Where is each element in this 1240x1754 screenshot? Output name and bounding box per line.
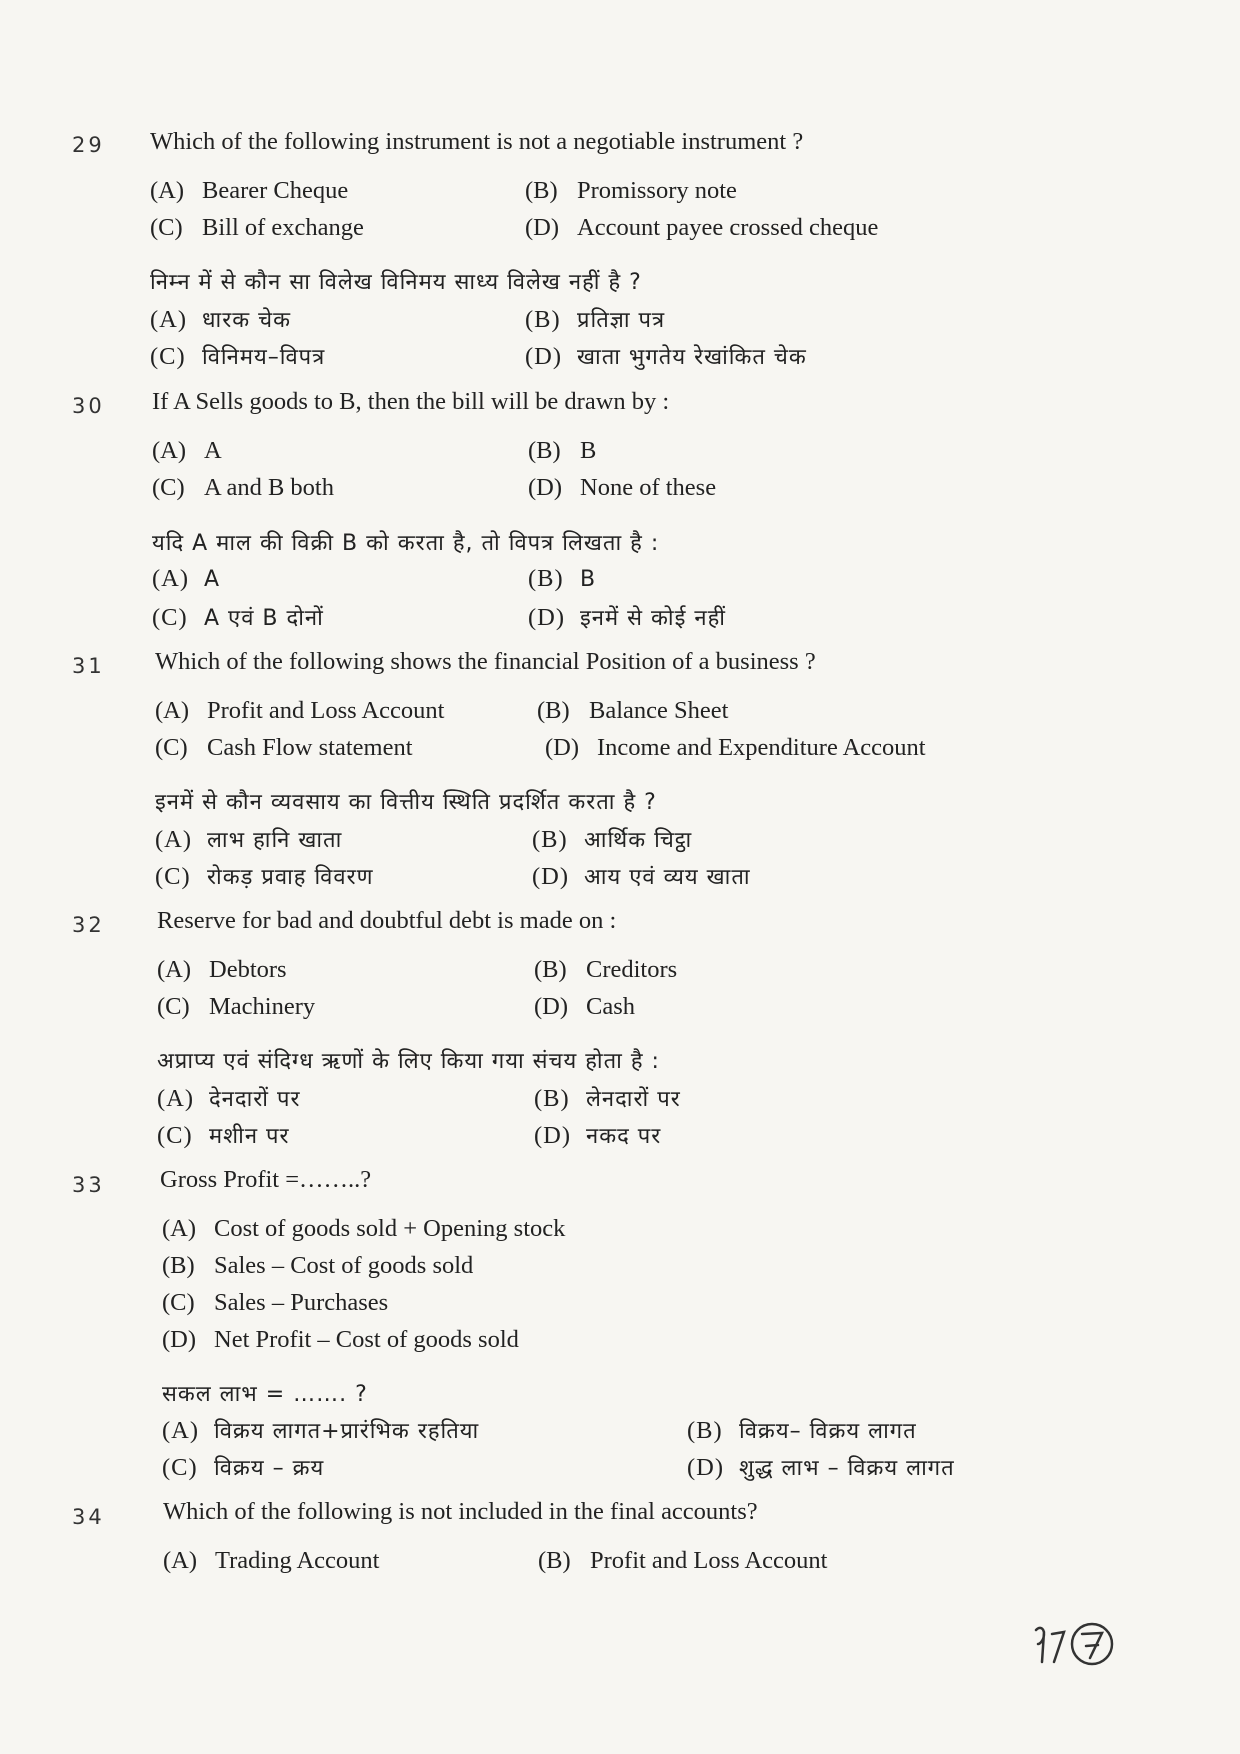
- option-text: Creditors: [586, 956, 678, 983]
- option-label: (A): [152, 437, 187, 464]
- option-text: लेनदारों पर: [586, 1087, 681, 1112]
- option-c-hi: [152, 602, 324, 632]
- option-label: (B): [687, 1417, 723, 1444]
- option-text: आर्थिक चिट्ठा: [584, 828, 693, 853]
- option-text: इनमें से कोई नहीं: [580, 606, 727, 631]
- option-label: (A): [155, 697, 190, 724]
- option-b-en: [162, 1252, 473, 1280]
- option-text: None of these: [580, 474, 717, 501]
- option-label: (D): [534, 993, 569, 1020]
- question-text-hi: निम्न में से कौन सा विलेख विनिमय साध्य विलेख नहीं है ?: [150, 270, 642, 295]
- question-text-hi: सकल लाभ = ……. ?: [162, 1382, 368, 1407]
- option-text: आय एवं व्यय खाता: [584, 865, 751, 890]
- option-a-en: [150, 177, 348, 205]
- option-c-en: [162, 1289, 388, 1317]
- option-c-hi: [155, 861, 374, 891]
- option-c-hi: [162, 1452, 324, 1482]
- option-text: Bearer Cheque: [202, 177, 349, 204]
- option-text: नकद पर: [586, 1124, 662, 1149]
- question-number: 33: [72, 1173, 105, 1197]
- option-text: B: [580, 437, 597, 464]
- question-text-en: Which of the following instrument is not a negotiable instrument ?: [150, 128, 804, 155]
- option-text: A: [204, 437, 222, 464]
- option-text: Cost of goods sold + Opening stock: [214, 1215, 566, 1242]
- question-text-en: Which of the following is not included in the final accounts?: [163, 1498, 758, 1525]
- option-label: (B): [537, 697, 570, 724]
- option-text: प्रतिज्ञा पत्र: [577, 308, 666, 333]
- option-c-hi: [157, 1120, 290, 1150]
- option-d-hi: [532, 861, 751, 891]
- option-d-en: [545, 734, 926, 762]
- option-label: (D): [532, 863, 570, 890]
- option-text: विक्रय– विक्रय लागत: [739, 1419, 917, 1444]
- option-d-hi: [525, 341, 807, 371]
- option-text: धारक चेक: [202, 308, 291, 333]
- option-text: Sales – Purchases: [214, 1289, 389, 1316]
- option-a-hi: [155, 824, 342, 854]
- option-a-en: [152, 437, 222, 465]
- option-label: (B): [162, 1252, 195, 1279]
- option-text: A and B both: [204, 474, 334, 501]
- option-text: A: [204, 567, 221, 592]
- option-text: Debtors: [209, 956, 287, 983]
- option-d-en: [528, 474, 716, 502]
- handwritten-page-mark: [1028, 1618, 1128, 1670]
- option-a-en: [157, 956, 287, 984]
- option-c-hi: [150, 341, 325, 371]
- option-label: (D): [687, 1454, 725, 1481]
- option-d-hi: [687, 1452, 955, 1482]
- option-label: (C): [162, 1454, 198, 1481]
- option-label: (A): [157, 1085, 195, 1112]
- option-text: A एवं B दोनों: [204, 606, 324, 631]
- option-label: (C): [150, 214, 183, 241]
- option-c-en: [150, 214, 364, 242]
- option-b-hi: [532, 824, 692, 854]
- option-text: Profit and Loss Account: [590, 1547, 828, 1574]
- option-label: (B): [528, 437, 561, 464]
- option-label: (B): [534, 1085, 570, 1112]
- option-a-en: [155, 697, 445, 725]
- option-d-en: [162, 1326, 519, 1354]
- option-text: Promissory note: [577, 177, 737, 204]
- option-label: (B): [532, 826, 568, 853]
- option-c-en: [155, 734, 413, 762]
- option-a-hi: [152, 565, 220, 593]
- option-label: (D): [525, 343, 563, 370]
- option-text: Cash Flow statement: [207, 734, 413, 761]
- option-label: (A): [157, 956, 192, 983]
- option-label: (C): [155, 863, 191, 890]
- option-text: विक्रय लागत+प्रारंभिक रहतिया: [214, 1419, 480, 1444]
- option-label: (A): [150, 306, 188, 333]
- option-d-hi: [528, 602, 726, 632]
- question-text-en: Which of the following shows the financial Position of a business ?: [155, 648, 816, 675]
- option-label: (D): [534, 1122, 572, 1149]
- option-label: (C): [162, 1289, 195, 1316]
- option-label: (C): [157, 993, 190, 1020]
- option-label: (A): [163, 1547, 198, 1574]
- question-text-hi: यदि A माल की विक्री B को करता है, तो विपत्र लिखता है :: [152, 531, 660, 556]
- option-text: Net Profit – Cost of goods sold: [214, 1326, 519, 1353]
- option-text: Trading Account: [215, 1547, 380, 1574]
- option-label: (B): [525, 306, 561, 333]
- option-text: Balance Sheet: [589, 697, 729, 724]
- option-d-en: [534, 993, 635, 1021]
- option-b-en: [525, 177, 737, 205]
- question-number: 29: [72, 133, 105, 157]
- option-text: Account payee crossed cheque: [577, 214, 879, 241]
- option-text: Sales – Cost of goods sold: [214, 1252, 474, 1279]
- option-label: (C): [155, 734, 188, 761]
- option-label: (A): [150, 177, 185, 204]
- option-a-en: [163, 1547, 379, 1575]
- option-label: (B): [525, 177, 558, 204]
- option-label: (D): [528, 474, 563, 501]
- option-b-en: [538, 1547, 828, 1575]
- question-text-en: If A Sells goods to B, then the bill will be drawn by :: [152, 388, 670, 415]
- option-text: Cash: [586, 993, 635, 1020]
- question-text-hi: इनमें से कौन व्यवसाय का वित्तीय स्थिति प्रदर्शित करता है ?: [155, 790, 657, 815]
- question-text-en: Gross Profit =……..?: [160, 1166, 372, 1193]
- option-text: शुद्ध लाभ – विक्रय लागत: [739, 1456, 955, 1481]
- option-a-en: [162, 1215, 565, 1243]
- option-d-en: [525, 214, 878, 242]
- option-label: (C): [152, 474, 185, 501]
- option-text: खाता भुगतेय रेखांकित चेक: [577, 345, 807, 370]
- option-text: Income and Expenditure Account: [597, 734, 926, 761]
- option-label: (D): [525, 214, 560, 241]
- option-text: Bill of exchange: [202, 214, 364, 241]
- option-a-hi: [157, 1083, 300, 1113]
- option-b-en: [528, 437, 596, 465]
- option-b-hi: [687, 1415, 917, 1445]
- option-label: (A): [162, 1215, 197, 1242]
- option-b-en: [534, 956, 677, 984]
- option-text: विनिमय–विपत्र: [202, 345, 326, 370]
- option-label: (B): [528, 565, 564, 592]
- question-number: 32: [72, 913, 105, 937]
- question-number: 30: [72, 394, 105, 418]
- option-b-en: [537, 697, 728, 725]
- option-label: (B): [538, 1547, 571, 1574]
- option-label: (A): [162, 1417, 200, 1444]
- option-label: (C): [150, 343, 186, 370]
- question-text-hi: अप्राप्य एवं संदिग्ध ऋणों के लिए किया गया संचय होता है :: [157, 1049, 660, 1074]
- option-d-hi: [534, 1120, 661, 1150]
- option-label: (B): [534, 956, 567, 983]
- option-text: विक्रय – क्रय: [214, 1456, 325, 1481]
- option-label: (A): [152, 565, 190, 592]
- option-a-hi: [150, 304, 291, 334]
- option-text: मशीन पर: [209, 1124, 290, 1149]
- option-label: (C): [157, 1122, 193, 1149]
- question-number: 31: [72, 654, 105, 678]
- option-label: (D): [528, 604, 566, 631]
- option-label: (D): [162, 1326, 197, 1353]
- option-text: रोकड़ प्रवाह विवरण: [207, 865, 374, 890]
- option-text: Machinery: [209, 993, 316, 1020]
- option-b-hi: [528, 565, 596, 593]
- option-text: Profit and Loss Account: [207, 697, 445, 724]
- option-text: लाभ हानि खाता: [207, 828, 343, 853]
- option-label: (C): [152, 604, 188, 631]
- question-number: 34: [72, 1505, 105, 1529]
- option-c-en: [152, 474, 334, 502]
- option-label: (A): [155, 826, 193, 853]
- option-c-en: [157, 993, 315, 1021]
- option-text: B: [580, 567, 597, 592]
- option-label: (D): [545, 734, 580, 761]
- option-b-hi: [534, 1083, 681, 1113]
- question-text-en: Reserve for bad and doubtful debt is made on :: [157, 907, 617, 934]
- option-b-hi: [525, 304, 665, 334]
- option-text: देनदारों पर: [209, 1087, 301, 1112]
- option-a-hi: [162, 1415, 479, 1445]
